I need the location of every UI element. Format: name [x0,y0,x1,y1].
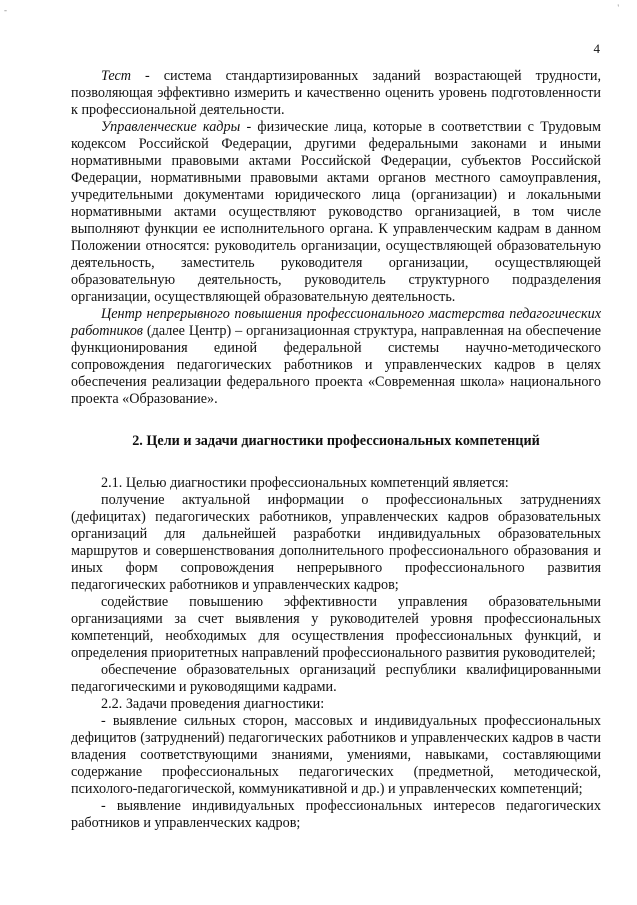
paragraph-goal-2: содействие повышению эффективности управления образовательными организациями за счет выявления у руководителей уровня профессиональных компетенций, необходимых для осуществления профессиональных функций, и определения приоритетных направлений профессионального развития руководителей; [71,594,601,661]
paragraph-goal-intro: 2.1. Целью диагностики профессиональных компетенций является: [101,475,509,491]
corner-mark-right: ' [617,3,619,13]
paragraph-tasks-intro: 2.2. Задачи проведения диагностики: [101,696,325,712]
paragraph-task-2: - выявление индивидуальных профессиональных интересов педагогических работников и управленческих кадров; [71,798,601,831]
paragraph-goal-3: обеспечение образовательных организаций республики квалифицированными педагогическими и руководящими кадрами. [71,662,601,695]
paragraph-goal-1: получение актуальной информации о профессиональных затруднениях (дефицитах) педагогических работников, управленческих кадров образовательных организаций для дальнейшей разработки индивидуальных образовательных маршрутов и совершенствования дополнительного профессионального образования и иных форм сопровождения непрерывного профессионального развития педагогических работников и управленческих кадров; [71,492,601,593]
definition-managers [71,119,601,306]
section-heading: 2. Цели и задачи диагностики профессиональных компетенций [132,433,540,449]
corner-mark-left: - [4,5,7,15]
definition-text: - система стандартизированных заданий возрастающей трудности, позволяющая эффективно измерить и качественно оценить уровень подготовленности к профессиональной деятельности. [71,68,601,118]
definition-term: Управленческие кадры [101,119,241,135]
definition-text: (далее Центр) – организационная структура, направленная на обеспечение функционирования единой федеральной системы научно-методического сопровождения педагогических работников и управленческих кадров в целях обеспечения реализации федерального проекта «Современная школа» национального проекта «Образование». [71,323,601,407]
document-body [71,68,601,832]
paragraph-task-1: - выявление сильных сторон, массовых и индивидуальных профессиональных дефицитов (затруднений) педагогических работников и управленческих кадров в части владения соответствующими знаниями, умениями, навыками, составляющими содержание профессиональных педагогических (предметной, методической, психолого-педагогической, коммуникативной и др.) и управленческих компетенций; [71,713,601,797]
definition-test [71,68,601,119]
definition-text: - физические лица, которые в соответствии с Трудовым кодексом Российской Федерации, другими федеральными законами и иными нормативными правовыми актами Российской Федерации, субъектов Российской Федерации, нормативными правовыми актами органов местного самоуправления, учредительными документами юридического лица (организации) и локальными нормативными актами осуществляют руководство организацией, в том числе выполняют функции ее исполнительного органа. К управленческим кадрам в данном Положении относятся: руководитель организации, осуществляющей образовательную деятельность, заместитель руководителя организации, осуществляющей образовательную деятельность, руководитель структурного подразделения организации, осуществляющей образовательную деятельность. [71,119,601,305]
page-number: 4 [593,41,600,56]
definition-term: Тест [101,68,132,84]
definition-center [71,306,601,408]
definition-term: Центр непрерывного повышения профессионального мастерства педагогических работников [71,306,601,339]
